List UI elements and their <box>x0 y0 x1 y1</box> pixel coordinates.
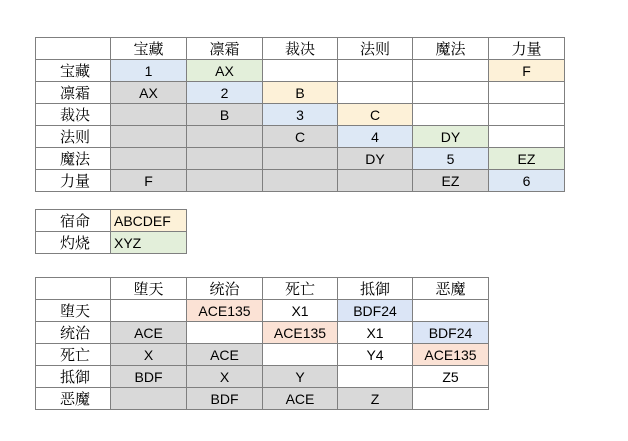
matrix1-header-row <box>36 38 565 60</box>
table-row <box>36 344 489 366</box>
table-cell: BDF24 <box>338 300 413 322</box>
table-cell <box>489 104 565 126</box>
table-cell <box>413 104 489 126</box>
table-row <box>36 126 565 148</box>
table-cell: ACE135 <box>413 344 489 366</box>
table-cell <box>111 148 187 170</box>
table-row <box>36 388 489 410</box>
table-cell: B <box>263 82 338 104</box>
column-header: 魔法 <box>413 38 489 60</box>
row-header: 宝藏 <box>36 60 111 82</box>
corner-cell <box>36 38 111 60</box>
table-cell: DY <box>338 148 413 170</box>
row-header: 裁决 <box>36 104 111 126</box>
legend-table <box>35 209 187 254</box>
table-cell <box>413 82 489 104</box>
table-cell: BDF <box>187 388 263 410</box>
table-cell <box>187 170 263 192</box>
table-cell: F <box>111 170 187 192</box>
table-cell: B <box>187 104 263 126</box>
table-cell: ACE135 <box>263 322 338 344</box>
table-cell: X1 <box>338 322 413 344</box>
table-cell: AX <box>187 60 263 82</box>
table-cell: ACE <box>187 344 263 366</box>
table-row <box>36 104 565 126</box>
legend-label: 灼烧 <box>36 232 111 254</box>
corner-cell <box>36 278 111 300</box>
table-row <box>36 300 489 322</box>
column-header: 凛霜 <box>187 38 263 60</box>
column-header: 抵御 <box>338 278 413 300</box>
column-header: 恶魔 <box>413 278 489 300</box>
table-row <box>36 322 489 344</box>
table-cell: Y <box>263 366 338 388</box>
table-cell: 3 <box>263 104 338 126</box>
table-cell: EZ <box>489 148 565 170</box>
table-cell: DY <box>413 126 489 148</box>
column-header: 裁决 <box>263 38 338 60</box>
table-cell: ACE135 <box>187 300 263 322</box>
table-cell <box>187 322 263 344</box>
table-cell <box>338 82 413 104</box>
table-cell: Z5 <box>413 366 489 388</box>
column-header: 统治 <box>187 278 263 300</box>
row-header: 力量 <box>36 170 111 192</box>
table-cell: C <box>338 104 413 126</box>
table-cell: X <box>187 366 263 388</box>
table-cell: BDF <box>111 366 187 388</box>
table-cell: ACE <box>263 388 338 410</box>
table-cell: 1 <box>111 60 187 82</box>
table-cell <box>187 148 263 170</box>
table-cell <box>338 170 413 192</box>
column-header: 法则 <box>338 38 413 60</box>
matrix3-header-row <box>36 278 489 300</box>
table-cell <box>489 126 565 148</box>
table-cell <box>413 300 489 322</box>
table-cell <box>489 82 565 104</box>
table-cell: 6 <box>489 170 565 192</box>
row-header: 统治 <box>36 322 111 344</box>
table-cell: AX <box>111 82 187 104</box>
table-cell <box>111 104 187 126</box>
table-cell <box>338 366 413 388</box>
column-header: 力量 <box>489 38 565 60</box>
row-header: 死亡 <box>36 344 111 366</box>
table-cell <box>413 388 489 410</box>
table-row <box>36 82 565 104</box>
table-cell <box>338 60 413 82</box>
table-cell: 4 <box>338 126 413 148</box>
table-cell: C <box>263 126 338 148</box>
row-header: 堕天 <box>36 300 111 322</box>
row-header: 抵御 <box>36 366 111 388</box>
column-header: 死亡 <box>263 278 338 300</box>
row-header: 凛霜 <box>36 82 111 104</box>
column-header: 宝藏 <box>111 38 187 60</box>
legend-row <box>36 232 187 254</box>
table-row <box>36 148 565 170</box>
table-cell: BDF24 <box>413 322 489 344</box>
table-cell: 2 <box>187 82 263 104</box>
table-cell <box>263 170 338 192</box>
table-cell: EZ <box>413 170 489 192</box>
table-cell: X1 <box>263 300 338 322</box>
row-header: 恶魔 <box>36 388 111 410</box>
row-header: 魔法 <box>36 148 111 170</box>
table-cell: F <box>489 60 565 82</box>
table-row <box>36 60 565 82</box>
legend-value: XYZ <box>111 232 187 254</box>
table-cell <box>111 126 187 148</box>
legend-row <box>36 210 187 232</box>
table-cell: ACE <box>111 322 187 344</box>
table-cell: Y4 <box>338 344 413 366</box>
element-matrix-table <box>35 37 565 192</box>
table-cell: Z <box>338 388 413 410</box>
table-cell: X <box>111 344 187 366</box>
table-row <box>36 366 489 388</box>
table-cell <box>263 344 338 366</box>
table-cell <box>111 300 187 322</box>
table-cell <box>111 388 187 410</box>
legend-value: ABCDEF <box>111 210 187 232</box>
legend-label: 宿命 <box>36 210 111 232</box>
table-cell: 5 <box>413 148 489 170</box>
table-row <box>36 170 565 192</box>
table-cell <box>187 126 263 148</box>
table-cell <box>413 60 489 82</box>
combination-matrix-table <box>35 277 489 410</box>
table-cell <box>263 60 338 82</box>
row-header: 法则 <box>36 126 111 148</box>
table-cell <box>263 148 338 170</box>
column-header: 堕天 <box>111 278 187 300</box>
